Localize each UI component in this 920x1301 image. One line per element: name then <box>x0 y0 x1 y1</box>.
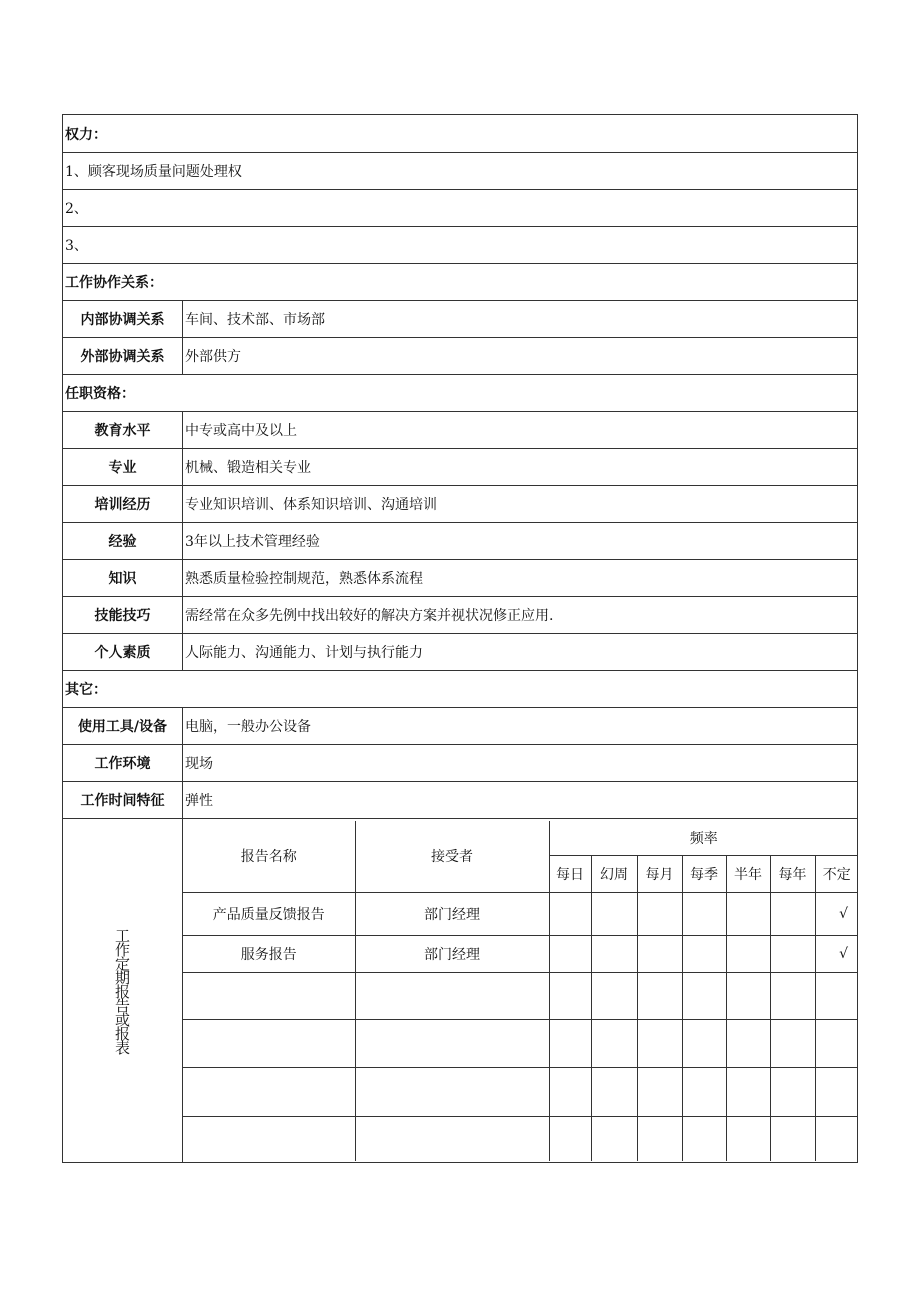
freq-quarterly: 每季 <box>682 856 726 893</box>
external-coordination-value: 外部供方 <box>183 338 858 375</box>
reports-side-cell <box>63 819 183 1163</box>
cooperation-heading: 工作协作关系： <box>63 264 858 301</box>
major-label: 专业 <box>63 449 183 486</box>
environment-label: 工作环境 <box>63 745 183 782</box>
work-time-value: 弹性 <box>183 782 858 819</box>
table-row <box>183 936 858 973</box>
authority-item-1: 1、顾客现场质量问题处理权 <box>63 153 858 190</box>
experience-value: 3年以上技术管理经验 <box>183 523 858 560</box>
tools-value: 电脑，一般办公设备 <box>183 708 858 745</box>
tools-label: 使用工具/设备 <box>63 708 183 745</box>
external-coordination-label: 外部协调关系 <box>63 338 183 375</box>
skills-value: 需经常在众多先例中找出较好的解决方案并视状况修正应用. <box>183 597 858 634</box>
skills-label: 技能技巧 <box>63 597 183 634</box>
reports-table <box>183 821 858 1161</box>
irregular-check: √ <box>815 936 858 973</box>
report-name-header: 报告名称 <box>183 821 355 893</box>
report-receiver: 部门经理 <box>355 936 549 973</box>
authority-heading: 权力： <box>63 115 858 153</box>
training-label: 培训经历 <box>63 486 183 523</box>
freq-yearly: 每年 <box>770 856 815 893</box>
environment-value: 现场 <box>183 745 858 782</box>
qualifications-heading: 任职资格： <box>63 375 858 412</box>
experience-label: 经验 <box>63 523 183 560</box>
authority-item-3: 3、 <box>63 227 858 264</box>
internal-coordination-label: 内部协调关系 <box>63 301 183 338</box>
report-name: 产品质量反馈报告 <box>183 893 355 936</box>
reports-side-label: 工作定期报告或报表 <box>113 927 131 1054</box>
knowledge-label: 知识 <box>63 560 183 597</box>
authority-item-2: 2、 <box>63 190 858 227</box>
training-value: 专业知识培训、体系知识培训、沟通培训 <box>183 486 858 523</box>
other-heading: 其它： <box>63 671 858 708</box>
education-label: 教育水平 <box>63 412 183 449</box>
freq-weekly: 幻周 <box>591 856 637 893</box>
table-row <box>183 1117 858 1161</box>
freq-daily: 每日 <box>549 856 591 893</box>
freq-half-year: 半年 <box>726 856 770 893</box>
freq-irregular: 不定 <box>815 856 858 893</box>
report-receiver: 部门经理 <box>355 893 549 936</box>
irregular-check: √ <box>815 893 858 936</box>
freq-monthly: 每月 <box>637 856 682 893</box>
personal-quality-value: 人际能力、沟通能力、计划与执行能力 <box>183 634 858 671</box>
internal-coordination-value: 车间、技术部、市场部 <box>183 301 858 338</box>
knowledge-value: 熟悉质量检验控制规范，熟悉体系流程 <box>183 560 858 597</box>
frequency-header: 频率 <box>549 821 858 856</box>
personal-quality-label: 个人素质 <box>63 634 183 671</box>
table-row <box>183 1068 858 1117</box>
report-name: 服务报告 <box>183 936 355 973</box>
table-row <box>183 893 858 936</box>
education-value: 中专或高中及以上 <box>183 412 858 449</box>
receiver-header: 接受者 <box>355 821 549 893</box>
reports-grid-cell <box>183 819 858 1163</box>
table-row <box>183 973 858 1020</box>
major-value: 机械、锻造相关专业 <box>183 449 858 486</box>
job-description-sheet <box>62 114 857 1163</box>
job-description-table <box>62 114 858 1163</box>
work-time-label: 工作时间特征 <box>63 782 183 819</box>
table-row <box>183 1020 858 1068</box>
